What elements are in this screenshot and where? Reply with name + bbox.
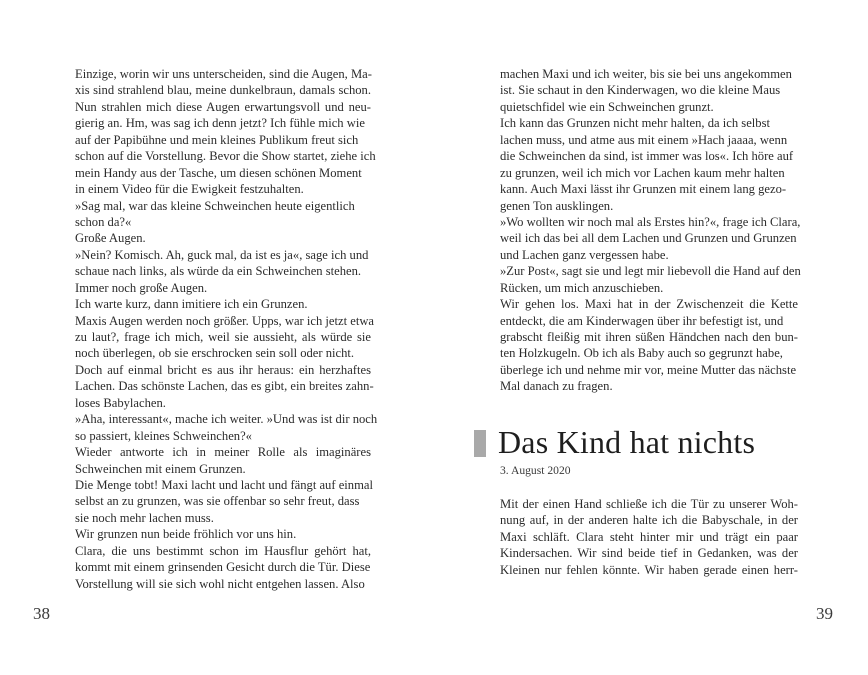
right-page — [434, 0, 868, 675]
text-line: machen Maxi und ich weiter, bis sie bei uns angekommen — [500, 67, 792, 81]
text-line: Rücken, um mich anzuschieben. — [500, 280, 664, 295]
text-line: loses Babylachen. — [75, 395, 166, 410]
text-line: Maxi schläft. Clara steht hinter mir und trägt ein paar — [500, 529, 798, 544]
text-line: Ich kann das Grunzen nicht mehr halten, da ich selbst — [500, 116, 770, 131]
text-line: Clara, die uns bestimmt schon im Hausflur gehört hat, — [75, 543, 371, 558]
text-line: Wir grunzen nun beide fröhlich vor uns hin. — [75, 527, 297, 542]
text-line: Schweinchen mit einem Grunzen. — [75, 461, 246, 476]
text-line: kann. Auch Maxi lässt ihr Grunzen mit einem lang gezo- — [500, 182, 787, 197]
text-line: in einem Video für die Ewigkeit festzuhalten. — [75, 182, 304, 197]
text-line: Mal danach zu fragen. — [500, 379, 613, 394]
chapter-title: Das Kind hat nichts — [498, 424, 756, 460]
text-line: »Nein? Komisch. Ah, guck mal, da ist es ja«, sage ich und — [75, 247, 369, 262]
text-line: Wir gehen los. Maxi hat in der Zwischenzeit die Kette — [500, 297, 798, 312]
text-line: lachen muss, und atme aus mit einem »Hach jaaaa, wenn — [500, 132, 788, 147]
text-line: Die Menge tobt! Maxi lacht und lacht und fängt auf einmal — [75, 477, 373, 492]
right-page-text — [500, 66, 801, 395]
heading-marker-bar — [474, 430, 486, 457]
text-line: »Zur Post«, sagt sie und legt mir liebevoll die Hand auf den — [500, 264, 801, 279]
text-line: »Aha, interessant«, mache ich weiter. »Und was ist dir noch — [75, 412, 378, 427]
text-line: zu laut?, frage ich mich, weil sie aussieht, als würde sie — [75, 330, 371, 344]
text-line: schon da?« — [75, 214, 132, 229]
text-line: Mit der einen Hand schließe ich die Tür zu unserer Woh- — [500, 497, 798, 511]
text-line: »Sag mal, war das kleine Schweinchen heute eigentlich — [75, 198, 355, 213]
text-line: Kleinen nur fehlen könnte. Wir haben gerade einen herr- — [500, 562, 798, 577]
text-line: Einzige, worin wir uns unterscheiden, sind die Augen, Ma- — [75, 67, 372, 81]
text-line: xis sind strahlend blau, meine dunkelbraun, damals schon. — [75, 83, 371, 98]
text-line: Maxis Augen werden noch größer. Upps, war ich jetzt etwa — [75, 313, 375, 328]
text-line: Immer noch große Augen. — [75, 280, 208, 295]
text-line: ten Holzkugeln. Ob ich als Baby auch so gegrunzt habe, — [500, 346, 783, 361]
chapter-text — [500, 496, 798, 578]
text-line: noch überlegen, ob sie erschrocken sein soll oder nicht. — [75, 346, 355, 361]
text-line: Lachen. Das schönste Lachen, das es gibt, ein breites zahn- — [75, 379, 374, 394]
page-number-right: 39 — [816, 604, 833, 623]
text-line: mein Handy aus der Tasche, um diesen schönen Moment — [75, 165, 362, 180]
text-line: Große Augen. — [75, 231, 146, 246]
text-line: zu grunzen, weil ich mich vor Lachen kaum mehr halten — [500, 165, 785, 180]
chapter-date: 3. August 2020 — [500, 464, 571, 477]
text-line: die Schweinchen da sind, ist immer was los«. Ich höre auf — [500, 149, 794, 164]
page-number-left: 38 — [33, 604, 50, 623]
text-line: so passiert, kleines Schweinchen?« — [75, 428, 252, 443]
text-line: schaue nach links, als würde da ein Schweinchen stehen. — [75, 264, 362, 279]
text-line: entdeckt, die am Kinderwagen über ihr befestigt ist, und — [500, 313, 784, 328]
text-line: selbst an zu grunzen, was sie offenbar so sehr freut, dass — [75, 494, 360, 509]
text-line: nung auf, in der anderen halte ich die Babyschale, in der — [500, 513, 798, 528]
left-page-text — [75, 66, 378, 592]
text-line: kommt mit einem grinsenden Gesicht durch die Tür. Diese — [75, 560, 371, 575]
text-line: Wieder antworte ich in meiner Rolle als imaginäres — [75, 445, 371, 460]
text-line: auf der Papibühne und mein kleines Publikum freut sich — [75, 132, 359, 147]
text-line: sie noch mehr lachen muss. — [75, 510, 214, 525]
text-line: grabscht fleißig mit ihren süßen Händchen nach den bun- — [500, 330, 798, 344]
text-line: quietschfidel wie ein Schweinchen grunzt. — [500, 99, 714, 114]
text-line: ist. Sie schaut in den Kinderwagen, wo die kleine Maus — [500, 83, 781, 98]
text-line: Kindersachen. Wir sind beide tief in Gedanken, was der — [500, 546, 798, 561]
text-line: überlege ich und nehme mir vor, meine Mutter das nächste — [500, 362, 797, 377]
text-line: gierig an. Hm, was sag ich denn jetzt? Ich fühle mich wie — [75, 116, 365, 131]
text-line: und Lachen ganz vergessen habe. — [500, 247, 669, 262]
text-line: weil ich das bei all dem Lachen und Grunzen und Grunzen — [500, 231, 797, 246]
text-line: Nun strahlen mich diese Augen erwartungsvoll und neu- — [75, 99, 371, 114]
text-line: Doch auf einmal bricht es aus ihr heraus: ein herzhaftes — [75, 362, 371, 377]
text-line: genen Ton ausklingen. — [500, 198, 614, 213]
text-line: »Wo wollten wir noch mal als Erstes hin?«, frage ich Clara, — [500, 214, 801, 229]
text-line: Ich warte kurz, dann imitiere ich ein Grunzen. — [75, 297, 308, 312]
text-line: Vorstellung will sie sich wohl nicht entgehen lassen. Also — [75, 576, 365, 591]
text-line: schon auf die Vorstellung. Bevor die Show startet, ziehe ich — [75, 149, 376, 164]
